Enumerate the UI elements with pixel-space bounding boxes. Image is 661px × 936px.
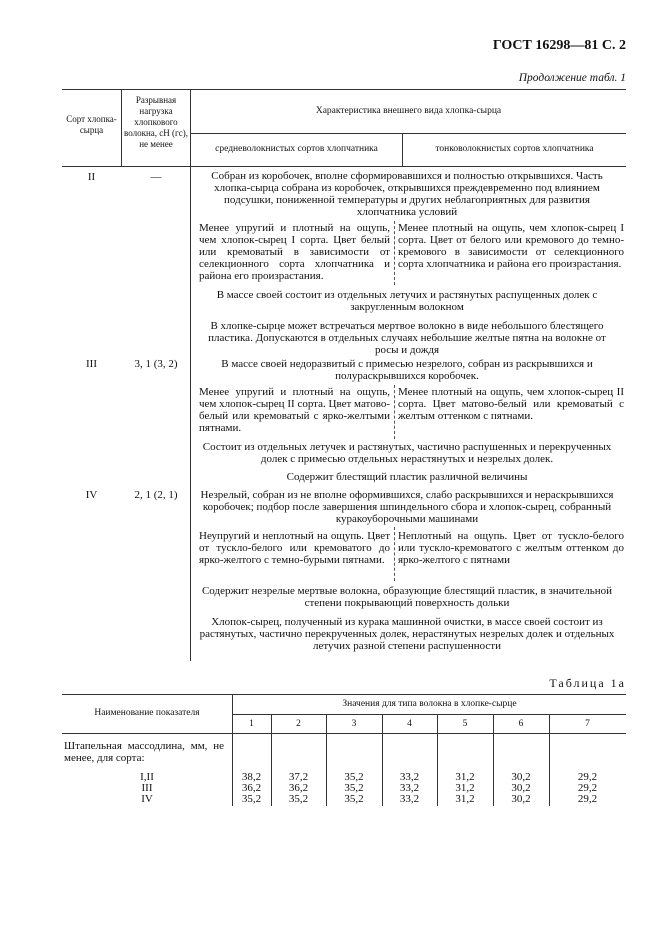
col-medium-header: средневолокнистых сортов хлопчатника [215, 144, 378, 154]
table1a-subheader-line [232, 714, 626, 715]
row-iii-fine-desc: Менее плотный на ощупь, чем хлопок-сырец II сорта. Цвет матово-белый или кремоватый с желтым оттенком с пятнами. [398, 386, 624, 422]
type-6-header: 6 [518, 719, 524, 729]
type-2-header: 2 [296, 719, 301, 729]
type-7-header: 7 [585, 719, 590, 729]
row4-divider [394, 527, 395, 581]
col-fine-header: тонковолокнистых сортов хлопчатника [435, 144, 594, 154]
value-cell: 29,2 [577, 782, 598, 794]
row-load-iv: 2, 1 (2, 1) [134, 489, 178, 501]
page-header: ГОСТ 16298—81 С. 2 [492, 38, 626, 53]
value-cell: 31,2 [455, 771, 475, 783]
type-1-header: 1 [249, 719, 254, 729]
row-ii-medium-desc: Менее упругий и плотный на ощупь, чем хлопок-сырец I сорта. Цвет белый или кремоватый в зависимости от селекционного сорта хлопчатника и района его произрастания. [199, 222, 390, 282]
row-ii-fine-desc: Менее плотный на ощупь, чем хлопок-сырец I сорта. Цвет от белого или кремового до темно-кремового в зависимости от селекционного сорта хлопчатника и района его произрастания. [398, 222, 624, 270]
table1a-col-values-header: Значения для типа волокна в хлопке-сырце [342, 699, 517, 709]
value-cell: 36,2 [288, 782, 309, 794]
type-4-header: 4 [407, 719, 412, 729]
value-cell: 37,2 [288, 771, 309, 783]
value-cell: 35,2 [241, 793, 262, 805]
value-cell: 33,2 [399, 793, 420, 805]
value-cell: 38,2 [241, 771, 262, 783]
row-iii-para-2: Состоит из отдельных летучек и растянутых, частично распушенных и перекрученных долек с примесью отдельных нерастянутых и незрелых долек. [202, 441, 612, 465]
value-cell: 30,2 [511, 782, 531, 794]
table1a-top-border [62, 694, 626, 695]
value-cell: 35,2 [344, 793, 364, 805]
table1a-header-bottom [62, 733, 626, 734]
value-cell: 35,2 [344, 782, 364, 794]
value-cell: 30,2 [511, 793, 531, 805]
row-sort-iv: IV [85, 489, 98, 501]
value-cell: 33,2 [399, 782, 420, 794]
value-cell: 29,2 [577, 793, 598, 805]
table1a-col-name-header: Наименование показателя [94, 708, 200, 718]
row-load-ii: — [150, 171, 162, 183]
value-cell: 36,2 [241, 782, 262, 794]
table-continuation-label: Продолжение табл. 1 [518, 72, 626, 84]
row3-divider [394, 385, 395, 439]
value-cell: 35,2 [288, 793, 309, 805]
indicator-label: Штапельная массодлина, мм, не менее, для сорта: [64, 740, 224, 764]
row-iii-para-3: Содержит блестящий пластик различной величины [286, 471, 528, 483]
value-cell: 29,2 [577, 771, 598, 783]
row-iv-para-1: Незрелый, собран из не вполне оформившихся, слабо раскрывшихся и нераскрывшихся коробочек; подбор после завершения шпиндельного сбора и хлопок-сырец, собранный куракоуборочными машинами [200, 489, 614, 525]
row-ii-para-2: В массе своей состоит из отдельных летучих и растянутых распущенных долек с закругленным волокном [216, 289, 598, 313]
row-sort-iii: III [86, 358, 97, 370]
row-load-iii: 3, 1 (3, 2) [134, 358, 178, 370]
col-load-header: Разрывная нагрузка хлопкового волокна, сН (гс), не менее [124, 95, 188, 149]
table1-col-divider-2 [190, 89, 191, 661]
value-cell: 31,2 [455, 782, 475, 794]
sort-label: III [141, 782, 153, 794]
row-iv-medium-desc: Неупругий и неплотный на ощупь. Цвет от тускло-белого или кремоватого до ярко-желтого с темно-бурыми пятнами. [199, 530, 390, 566]
value-cell: 33,2 [399, 771, 420, 783]
sort-label: I,II [140, 771, 154, 783]
value-cell: 31,2 [455, 793, 475, 805]
row-sort-ii: II [87, 171, 96, 183]
table1a-title: Таблица 1а [549, 676, 626, 690]
row-ii-para-1: Собран из коробочек, вполне сформировавшихся и полностью открывшихся. Часть хлопка-сырца собрана из коробочек, открывшихся преждевременно под влиянием подсушки, пониженной температуры и других неблагоприятных для развития хлопчатника условий [211, 170, 603, 218]
value-cell: 30,2 [511, 771, 531, 783]
row-iv-para-2: Содержит незрелые мертвые волокна, образующие блестящий пластик, в значительной степени покрывающий поверхность дольки [201, 585, 613, 609]
col-sort-header: Сорт хлопка-сырца [66, 114, 117, 135]
table1-header-bottom [62, 166, 626, 167]
col-char-header: Характеристика внешнего вида хлопка-сырца [315, 106, 502, 116]
row-iv-fine-desc: Неплотный на ощупь. Цвет от тускло-белого или тускло-кремоватого с желтым оттенком до ярко-желтого с пятнами [398, 530, 624, 566]
type-3-header: 3 [351, 719, 357, 729]
row2-divider [394, 221, 395, 285]
row-iii-medium-desc: Менее упругий и плотный на ощупь, чем хлопок-сырец II сорта. Цвет матово-белый или кремоватый с ярко-желтыми пятнами. [199, 386, 390, 434]
row-ii-para-3: В хлопке-сырце может встречаться мертвое волокно в виде небольшого блестящего пластика. Допускаются в отдельных случаях небольшие желтые пятна на волокне от росы и дождя [208, 320, 606, 356]
table1-top-border [62, 89, 626, 90]
row-iii-para-1: В массе своей недоразвитый с примесью незрелого, собран из раскрывшихся и полураскрывшихся коробочек. [221, 358, 593, 382]
sort-label: IV [141, 793, 153, 805]
type-5-header: 5 [462, 719, 468, 729]
row-iv-para-3: Хлопок-сырец, полученный из курака машинной очистки, в массе своей состоит из растянутых, частично перекрученных долек, нерастянутых незрелых долек и отдельных летучих разной степени распушенности [199, 616, 615, 652]
value-cell: 35,2 [344, 771, 364, 783]
table1-subheader-line [190, 133, 626, 134]
